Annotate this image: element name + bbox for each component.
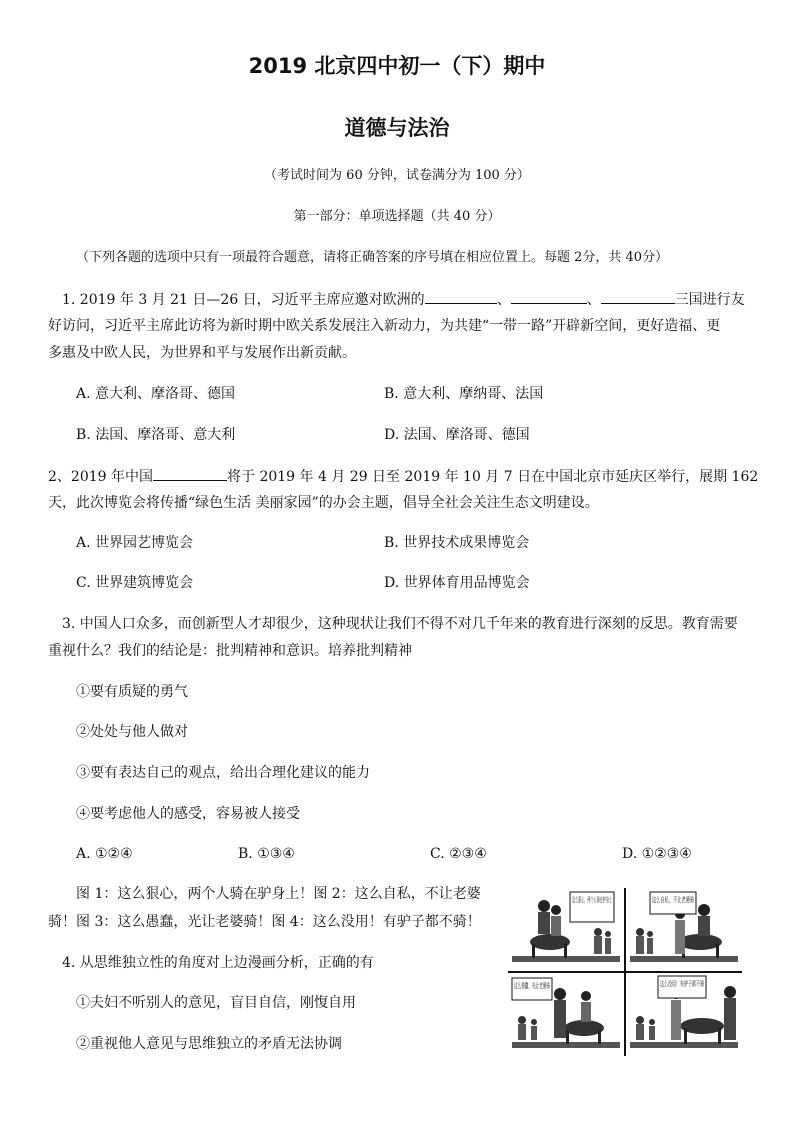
answer-blank [601, 288, 675, 304]
q3-line-1: 3. 中国人口众多，而创新型人才却很少，这种现状让我们不得不对几千年来的教育进行深刻的反思。教育需要 [62, 616, 738, 632]
q4-item-1: ①夫妇不听别人的意见，盲目自信，刚愎自用 [76, 995, 356, 1011]
comic-bubble-2: 这么自私，不让老婆骑 [652, 896, 722, 904]
q3-option-c: C. ②③④ [430, 846, 487, 862]
q3-item-1: ①要有质疑的勇气 [76, 684, 188, 700]
q3-option-b: B. ①③④ [238, 846, 295, 862]
q4-stem: 4. 从思维独立性的角度对上边漫画分析，正确的有 [62, 955, 374, 971]
question-2 [48, 465, 758, 487]
q1-text-a: 1. 2019 年 3 月 21 日—26 日，习近平主席应邀对欧洲的 [62, 292, 425, 308]
donkey-comic-image [508, 886, 742, 1058]
q1-line-3: 多惠及中欧人民，为世界和平与发展作出新贡献。 [48, 345, 356, 361]
q1-line-2: 好访问，习近平主席此访将为新时期中欧关系发展注入新动力，为共建“一带一路”开辟新空间，更好造福、更 [48, 318, 721, 334]
q2-text-a: 2、2019 年中国 [48, 469, 153, 485]
q1-sep-2: 、 [586, 292, 601, 308]
comic-bubble-4: 这么没用！有驴子都不骑 [660, 980, 737, 988]
q3-item-2: ②处处与他人做对 [76, 724, 188, 740]
q1-option-c: B. 法国、摩洛哥、意大利 [76, 427, 236, 443]
comic-panel-2 [630, 892, 738, 962]
comic-panel-4 [630, 976, 738, 1048]
comic-illustration [508, 886, 742, 1058]
q1-option-a: A. 意大利、摩洛哥、德国 [76, 386, 236, 402]
q3-item-3: ③要有表达自己的观点，给出合理化建议的能力 [76, 765, 370, 781]
q3-item-4: ④要考虑他人的感受，容易被人接受 [76, 806, 300, 822]
q2-option-b: B. 世界技术成果博览会 [384, 535, 530, 551]
part-heading: 第一部分：单项选择题（共 40 分） [293, 209, 501, 224]
comic-bubble-3: 这么愚蠢，光让老婆骑 [514, 982, 584, 990]
question-1 [62, 288, 745, 310]
q4-caption-1: 图 1：这么狠心，两个人骑在驴身上！图 2：这么自私，不让老婆 [76, 886, 481, 902]
exam-title: 2019 北京四中初一（下）期中 [248, 54, 546, 78]
q4-caption-2: 骑！图 3：这么愚蠢，光让老婆骑！图 4：这么没用！有驴子都不骑！ [48, 914, 481, 930]
q2-option-a: A. 世界园艺博览会 [76, 535, 194, 551]
q2-line-2: 天，此次博览会将传播“绿色生活 美丽家园”的办会主题，倡导全社会关注生态文明建设。 [48, 495, 599, 511]
q1-option-b: B. 意大利、摩纳哥、法国 [384, 386, 544, 402]
comic-panel-3 [512, 978, 620, 1048]
q4-item-2: ②重视他人意见与思维独立的矛盾无法协调 [76, 1036, 342, 1052]
q3-line-2: 重视什么？我们的结论是：批判精神和意识。培养批判精神 [48, 643, 412, 659]
exam-info: （考试时间为 60 分钟，试卷满分为 100 分） [264, 168, 530, 183]
instructions: （下列各题的选项中只有一项最符合题意，请将正确答案的序号填在相应位置上。每题 2分，共 40分） [76, 250, 669, 265]
q3-option-a: A. ①②④ [76, 846, 133, 862]
q1-sep-1: 、 [496, 292, 511, 308]
q1-text-b: 三国进行友 [674, 292, 745, 308]
answer-blank [425, 288, 497, 304]
q3-option-d: D. ①②③④ [622, 846, 692, 862]
answer-blank [511, 288, 587, 304]
q2-text-b: 将于 2019 年 4 月 29 日至 2019 年 10 月 7 日在中国北京市延庆区举行，展期 162 [227, 469, 759, 485]
comic-bubble-1: 这么狠心，两个人骑在驴身上 [572, 896, 663, 904]
q2-option-d: D. 世界体育用品博览会 [384, 575, 530, 591]
q1-option-d: D. 法国、摩洛哥、德国 [384, 427, 530, 443]
answer-blank [153, 465, 227, 481]
comic-panel-1 [512, 892, 663, 962]
subject-title: 道德与法治 [344, 116, 450, 140]
q2-option-c: C. 世界建筑博览会 [76, 575, 194, 591]
